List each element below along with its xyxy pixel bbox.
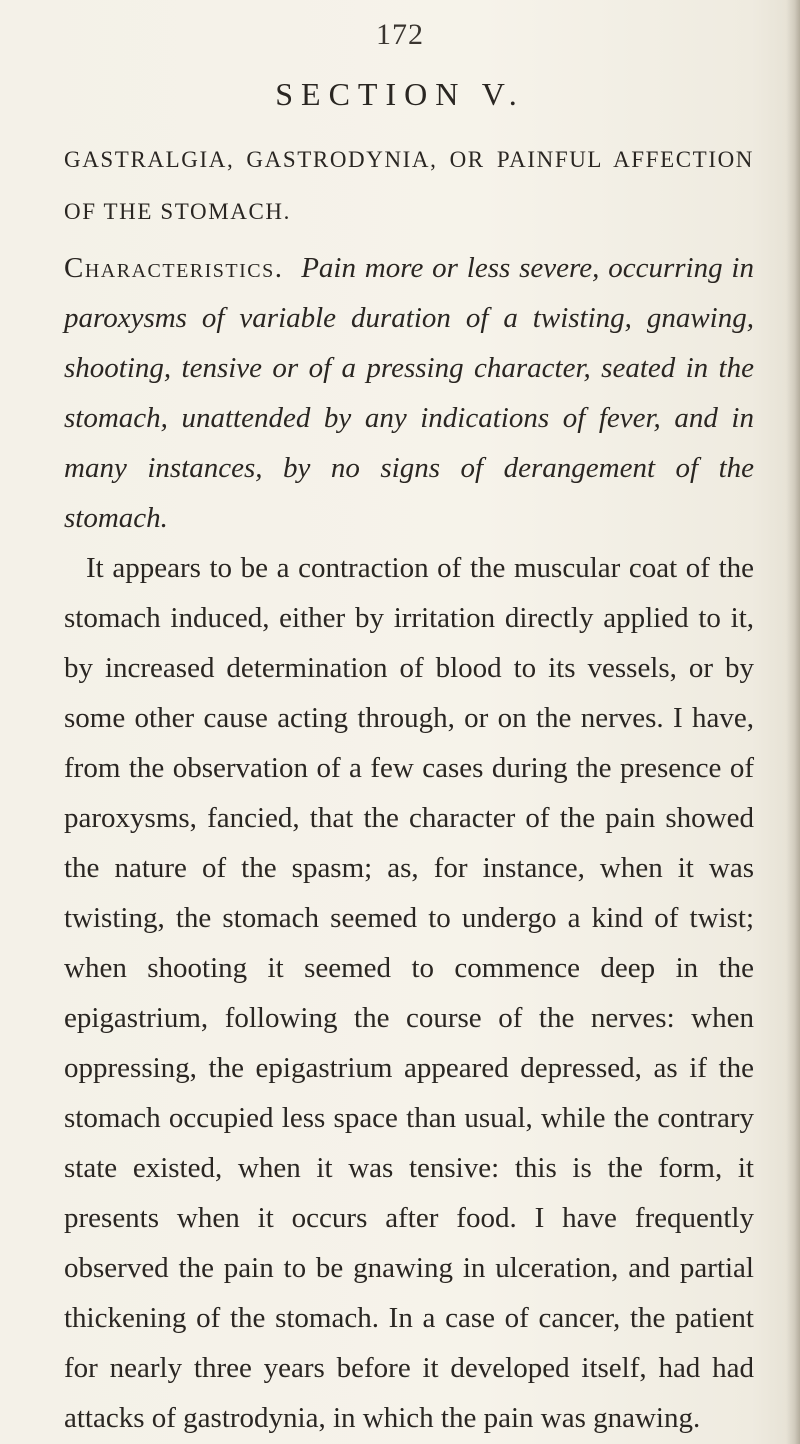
characteristics-text: Pain more or less severe, occurring in paroxysms of variable duration of a twisting, gnawing, shooting, tensive or of a pressing character, seated in the stomach, unattended by any indications of fever, and in many instances, by no signs of derangement of the stomach. bbox=[64, 252, 754, 534]
characteristics-label: Characteristics. bbox=[64, 252, 284, 284]
main-paragraph: It appears to be a contraction of the muscular coat of the stomach induced, either by irritation directly applied to it, by increased determination of blood to its vessels, or by some other cause acting through, or on the nerves. I have, from the observation of a few cases during the presence of paroxysms, fancied, that the character of the pain showed the nature of the spasm; as, for instance, when it was twisting, the stomach seemed to undergo a kind of twist; when shooting it seemed to commence deep in the epigastrium, following the course of the nerves: when oppressing, the epigastrium appeared depressed, as if the stomach occupied less space than usual, while the contrary state existed, when it was tensive: this is the form, it presents when it occurs after food. I have frequently observed the pain to be gnawing in ulceration, and partial thickening of the stomach. In a case of cancer, the patient for nearly three years before it developed itself, had had attacks of gastrodynia, in which the pain was gnawing. bbox=[64, 552, 754, 1434]
section-title: SECTION V. bbox=[275, 76, 525, 112]
body-text bbox=[64, 243, 754, 1443]
page-number: 172 bbox=[376, 18, 424, 51]
characteristics-paragraph bbox=[64, 243, 754, 543]
page-edge-shadow bbox=[786, 0, 800, 1444]
section-subtitle: GASTRALGIA, GASTRODYNIA, OR PAINFUL AFFECTION OF THE STOMACH. bbox=[64, 147, 754, 224]
